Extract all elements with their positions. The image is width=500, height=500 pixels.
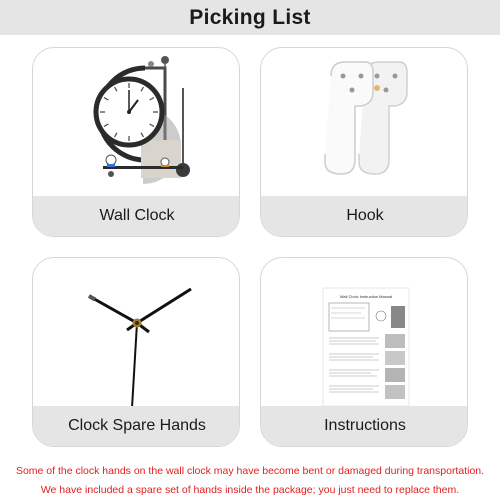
item-card-wall-clock bbox=[32, 47, 240, 237]
transport-notice bbox=[0, 462, 500, 500]
item-label-wall-clock: Wall Clock bbox=[33, 196, 240, 236]
clock-hands-image bbox=[33, 258, 240, 408]
item-card-hook bbox=[260, 47, 468, 237]
item-card-clock-spare-hands bbox=[32, 257, 240, 447]
title-bar bbox=[0, 0, 500, 35]
item-card-instructions bbox=[260, 257, 468, 447]
item-label-hook: Hook bbox=[261, 196, 468, 236]
instruction-sheet-title: Wall Clock Instruction Manual bbox=[339, 294, 393, 299]
notice-line-1: Some of the clock hands on the wall clock may have become bent or damaged during transportation. bbox=[15, 465, 485, 477]
notice-line-2: We have included a spare set of hands inside the package; you just need to replace them. bbox=[40, 484, 460, 496]
wall-hook-image bbox=[261, 48, 468, 198]
item-label-clock-spare-hands: Clock Spare Hands bbox=[33, 406, 240, 446]
page-title: Picking List bbox=[189, 5, 311, 29]
item-label-instructions: Instructions bbox=[261, 406, 468, 446]
instruction-sheet-image bbox=[261, 258, 468, 408]
wall-clock-image bbox=[33, 48, 240, 198]
